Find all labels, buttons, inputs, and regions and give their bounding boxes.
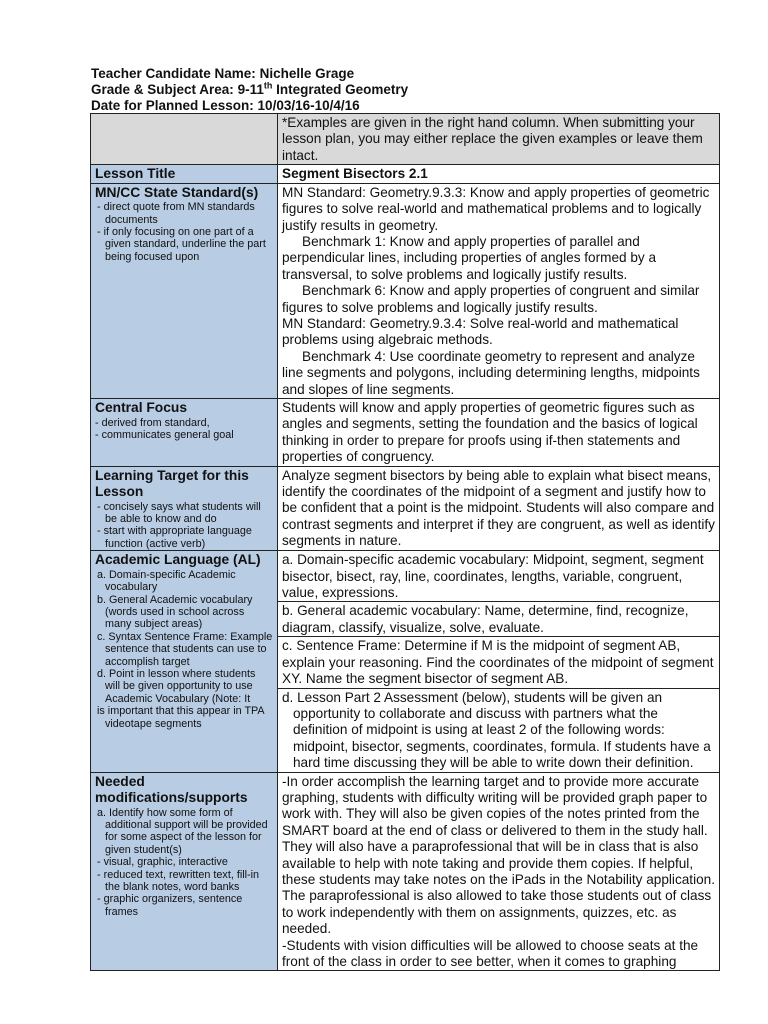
- grade-subject: Integrated Geometry: [276, 82, 409, 97]
- lesson-title-label-cell: [91, 165, 278, 184]
- central-focus-value: Students will know and apply properties of geometric figures such as angles and segments, setting the foundation and the basics of logical thinking in order to prepare for proofs using if-then statements and properties of congruency.: [278, 399, 720, 467]
- al-note-a: a. Domain-specific Academic vocabulary: [97, 568, 236, 594]
- grade-label: Grade & Subject Area:: [91, 82, 234, 97]
- standards-label: MN/CC State Standard(s): [95, 184, 259, 200]
- al-domain-vocab: a. Domain-specific academic vocabulary: Midpoint, segment, segment bisector, bisect, ray, line, coordinates, lengths, variable, congruent, value, expressions.: [278, 551, 720, 602]
- learning-target-label-cell: [91, 466, 278, 551]
- modifications-row: [91, 772, 720, 971]
- learning-target-value: Analyze segment bisectors by being able to explain what bisect means, identify the coordinates of the midpoint of a segment and justify how to be confident that a point is the midpoint. Students will also compare and contrast segments and interpret if they are congruent, as well as identify segments in nature.: [278, 466, 720, 551]
- candidate-name: Nichelle Grage: [259, 66, 355, 81]
- mod-note-1: a. Identify how some form of additional support will be provided for some aspect of the lesson for given student(s): [97, 806, 268, 856]
- grade-sup: th: [263, 80, 273, 91]
- al-note-e: is important that this appear in TPA videotape segments: [97, 705, 265, 730]
- lesson-title-label: Lesson Title: [95, 166, 176, 182]
- learning-target-note-2: - start with appropriate language function (active verb): [97, 525, 252, 550]
- central-focus-note-2: - communicates general goal: [95, 428, 234, 441]
- grade-prefix: 9-11: [237, 82, 264, 97]
- candidate-label: Teacher Candidate Name:: [91, 66, 256, 81]
- central-focus-label-cell: [91, 399, 278, 467]
- al-note-b: b. General Academic vocabulary (words used in school across many subject areas): [97, 593, 253, 631]
- intro-note: *Examples are given in the right hand column. When submitting your lesson plan, you may either replace the given examples or leave them intact.: [278, 114, 720, 165]
- academic-language-row-a: [91, 551, 720, 602]
- learning-target-note-1: - concisely says what students will be able to know and do: [97, 500, 261, 526]
- lesson-date-line: [91, 98, 360, 114]
- academic-language-label: Academic Language (AL): [95, 552, 261, 568]
- mod-note-3: - reduced text, rewritten text, fill-in the blank notes, word banks: [97, 868, 260, 893]
- modifications-cell: [278, 772, 720, 971]
- central-focus-note-1: - derived from standard,: [95, 416, 210, 429]
- modifications-label-cell: [91, 772, 278, 971]
- al-general-vocab: b. General academic vocabulary: Name, determine, find, recognize, diagram, classify, visualize, solve, evaluate.: [278, 602, 720, 637]
- lesson-title-row: [91, 165, 720, 184]
- standards-label-cell: [91, 183, 278, 398]
- benchmark-1: Benchmark 1: Know and apply properties of parallel and perpendicular lines, including properties of angles formed by a transversal, to solve problems and logically justify results.: [282, 233, 657, 282]
- modifications-label: Needed modifications/supports: [95, 773, 248, 806]
- standard-2: MN Standard: Geometry.9.3.4: Solve real-world and mathematical problems using algebraic methods.: [282, 315, 679, 348]
- lesson-plan-table: [90, 113, 720, 971]
- benchmark-4: Benchmark 4: Use coordinate geometry to represent and analyze line segments and polygons, including determining lengths, midpoints and slopes of line segments.: [282, 348, 700, 397]
- intro-left-cell: [91, 114, 278, 165]
- date-label: Date for Planned Lesson:: [91, 98, 254, 113]
- modifications-para-1: -In order accomplish the learning target and to provide more accurate graphing, students with difficulty writing will be provided graph paper to work with. They will also be given copies of the notes printed from the SMART board at the end of class or delivered to them in the study hall. They will also have a paraprofessional that will be in class that is also available to help with note taking and provide them copies. If helpful, these students may take notes on the iPads in the Notability application. The paraprofessional is also allowed to take those students out of class to work independently with them on assignments, quizzes, etc. as needed.: [282, 773, 715, 937]
- mod-note-4: - graphic organizers, sentence frames: [97, 893, 243, 918]
- standards-cell: [278, 183, 720, 398]
- standards-note-1: - direct quote from MN standards documents: [97, 201, 255, 226]
- al-note-d: d. Point in lesson where students will be given opportunity to use Academic Vocabulary (Note: It: [97, 668, 256, 705]
- benchmark-6: Benchmark 6: Know and apply properties of congruent and similar figures to solve problems and logically justify results.: [282, 283, 700, 315]
- central-focus-label: Central Focus: [95, 400, 187, 415]
- standards-row: [91, 183, 720, 398]
- al-assessment-text: d. Lesson Part 2 Assessment (below), students will be given an opportunity to collaborate and discuss with partners what the definition of midpoint is using at least 2 of the following words: midpoint, bisector, segments, coordinates, formula. If students have a hard time discussing they will be able to write down their definition.: [282, 689, 711, 771]
- candidate-name-line: [91, 66, 354, 82]
- standard-1: MN Standard: Geometry.9.3.3: Know and apply properties of geometric figures to solve real-world and mathematical problems and to logically justify results in geometry.: [282, 184, 710, 233]
- date-value: 10/03/16-10/4/16: [257, 98, 360, 113]
- learning-target-label: Learning Target for this Lesson: [95, 467, 249, 500]
- intro-row: [91, 114, 720, 165]
- mod-note-2: - visual, graphic, interactive: [97, 856, 228, 869]
- al-assessment-opportunity: [278, 688, 720, 772]
- al-note-c: c. Syntax Sentence Frame: Example sentence that students can use to accomplish target: [97, 630, 273, 668]
- learning-target-row: [91, 466, 720, 551]
- standards-note-2: - if only focusing on one part of a given standard, underline the part being focused upon: [97, 226, 266, 263]
- academic-language-label-cell: [91, 551, 278, 772]
- al-sentence-frame: c. Sentence Frame: Determine if M is the midpoint of segment AB, explain your reasoning. Find the coordinates of the midpoint of segment XY. Name the segment bisector of segment AB.: [278, 637, 720, 688]
- lesson-title-value: Segment Bisectors 2.1: [278, 165, 720, 184]
- grade-subject-line: [91, 82, 408, 98]
- central-focus-row: [91, 399, 720, 467]
- modifications-para-2: -Students with vision difficulties will be allowed to choose seats at the front of the class in order to see better, when it comes to graphing: [282, 937, 699, 969]
